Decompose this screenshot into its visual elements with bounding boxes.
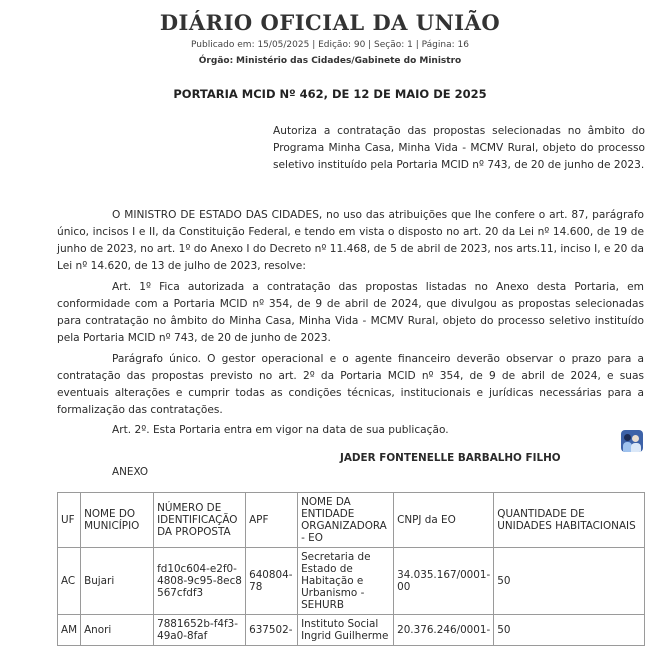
user-group-avatar-icon[interactable] [621, 430, 643, 452]
cell-apf: 640804-78 [246, 548, 298, 615]
header-apf: APF [246, 493, 298, 548]
table-header-row [58, 493, 645, 548]
article-1-paragraph [57, 279, 644, 347]
annex-label: ANEXO [112, 466, 149, 478]
cell-cnpj: 34.035.167/0001-00 [394, 548, 494, 615]
cell-cnpj: 20.376.246/0001- [394, 615, 494, 646]
cell-apf: 637502- [246, 615, 298, 646]
cell-quantidade: 50 [494, 615, 645, 646]
cell-municipio: Bujari [81, 548, 154, 615]
header-quantidade: QUANTIDADE DE UNIDADES HABITACIONAIS [494, 493, 645, 548]
act-summary: Autoriza a contratação das propostas selecionadas no âmbito do Programa Minha Casa, Minha Vida - MCMV Rural, objeto do processo seletivo instituído pela Portaria MCID nº 743, de 20 de junho de 2023. [273, 125, 645, 171]
cell-uf: AC [58, 548, 81, 615]
organ-line [0, 56, 660, 66]
cell-entidade: Instituto Social Ingrid Guilherme [298, 615, 394, 646]
cell-municipio: Anori [81, 615, 154, 646]
cell-uf: AM [58, 615, 81, 646]
sole-paragraph [57, 351, 644, 419]
organ-value: Ministério das Cidades/Gabinete do Ministro [236, 56, 462, 66]
preamble-text: O MINISTRO DE ESTADO DAS CIDADES, no uso das atribuições que lhe confere o art. 87, parágrafo único, incisos I e II, da Constituição Federal, e tendo em vista o disposto no art. 20 da Lei nº 14.600, de 19 de junho de 2023, no art. 1º do Anexo I do Decreto nº 11.468, de 5 de abril de 2023, nos arts.11, inciso I, e 20 da Lei nº 14.620, de 13 de julho de 2023, resolve: [57, 209, 644, 272]
annex-table [57, 492, 645, 646]
table-row [58, 548, 645, 615]
header-cnpj: CNPJ da EO [394, 493, 494, 548]
cell-entidade: Secretaria de Estado de Habitação e Urbanismo - SEHURB [298, 548, 394, 615]
cell-quantidade: 50 [494, 548, 645, 615]
preamble-paragraph [57, 207, 644, 275]
newspaper-title: DIÁRIO OFICIAL DA UNIÃO [159, 10, 501, 35]
article-1-text: Art. 1º Fica autorizada a contratação das propostas listadas no Anexo desta Portaria, em conformidade com a Portaria MCID nº 354, de 9 de abril de 2024, que divulgou as propostas selecionadas para contratação no âmbito do Minha Casa, Minha Vida - MCMV Rural, objeto do processo seletivo instituído pela Portaria MCID nº 743, de 20 de junho de 2023. [57, 281, 644, 344]
sole-paragraph-text: Parágrafo único. O gestor operacional e o agente financeiro deverão observar o prazo para a contratação das propostas previsto no art. 2º da Portaria MCID nº 354, de 9 de abril de 2024, e suas eventuais alterações e cumprir todas as condições técnicas, institucionais e jurídicas necessárias para a formalização das contratações. [57, 353, 644, 416]
publication-meta: Publicado em: 15/05/2025 | Edição: 90 | Seção: 1 | Página: 16 [191, 40, 469, 50]
header-entidade: NOME DA ENTIDADE ORGANIZADORA - EO [298, 493, 394, 548]
cell-proposta: 7881652b-f4f3-49a0-8faf [154, 615, 246, 646]
article-2-paragraph [57, 422, 644, 439]
signature: JADER FONTENELLE BARBALHO FILHO [340, 452, 561, 464]
organ-label: Órgão: [198, 56, 234, 66]
header-municipio: NOME DO MUNICÍPIO [81, 493, 154, 548]
article-2-text: Art. 2º. Esta Portaria entra em vigor na data de sua publicação. [112, 424, 449, 436]
header-uf: UF [58, 493, 81, 548]
act-title: PORTARIA MCID Nº 462, DE 12 DE MAIO DE 2025 [173, 87, 487, 101]
cell-proposta: fd10c604-e2f0-4808-9c95-8ec8567cfdf3 [154, 548, 246, 615]
table-row [58, 615, 645, 646]
header-proposta: NÚMERO DE IDENTIFICAÇÃO DA PROPOSTA [154, 493, 246, 548]
